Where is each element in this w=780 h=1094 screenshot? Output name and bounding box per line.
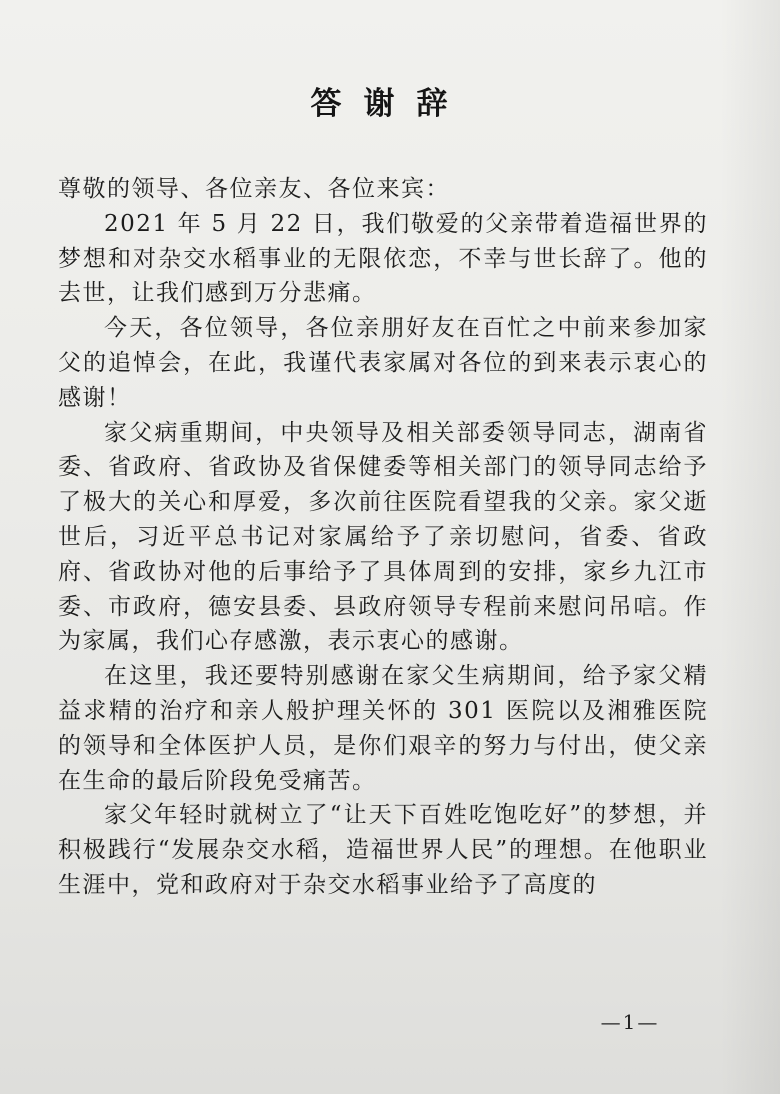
page-edge-shadow (720, 0, 780, 1094)
greeting-line: 尊敬的领导、各位亲友、各位来宾： (58, 176, 450, 202)
document-title: 答谢辞 (310, 86, 470, 122)
paragraph-3: 家父病重期间，中央领导及相关部委领导同志，湖南省委、省政府、省政协及省保健委等相关部门的领导同志给予了极大的关心和厚爱，多次前往医院看望我的父亲。家父逝世后，习近平总书记对家属给予了亲切慰问，省委、省政府、省政协对他的后事给予了具体周到的安排，家乡九江市委、市政府，德安县委、县政府领导专程前来慰问吊唁。作为家属，我们心存感激，表示衷心的感谢。 (58, 419, 708, 655)
page-number: —1— (600, 1010, 660, 1034)
document-body (58, 172, 708, 903)
paragraph-1: 2021 年 5 月 22 日，我们敬爱的父亲带着造福世界的梦想和对杂交水稻事业的无限依恋，不幸与世长辞了。他的去世，让我们感到万分悲痛。 (58, 210, 708, 307)
paragraph-5: 家父年轻时就树立了“让天下百姓吃饱吃好”的梦想，并积极践行“发展杂交水稻，造福世界人民”的理想。在他职业生涯中，党和政府对于杂交水稻事业给予了高度的 (58, 802, 708, 898)
paragraph-4: 在这里，我还要特别感谢在家父生病期间，给予家父精益求精的治疗和亲人般护理关怀的 301 医院以及湘雅医院的领导和全体医护人员，是你们艰辛的努力与付出，使父亲在生命的最后阶段免受痛苦。 (58, 663, 708, 794)
paragraph-2: 今天，各位领导，各位亲朋好友在百忙之中前来参加家父的追悼会，在此，我谨代表家属对各位的到来表示衷心的感谢！ (58, 315, 708, 411)
